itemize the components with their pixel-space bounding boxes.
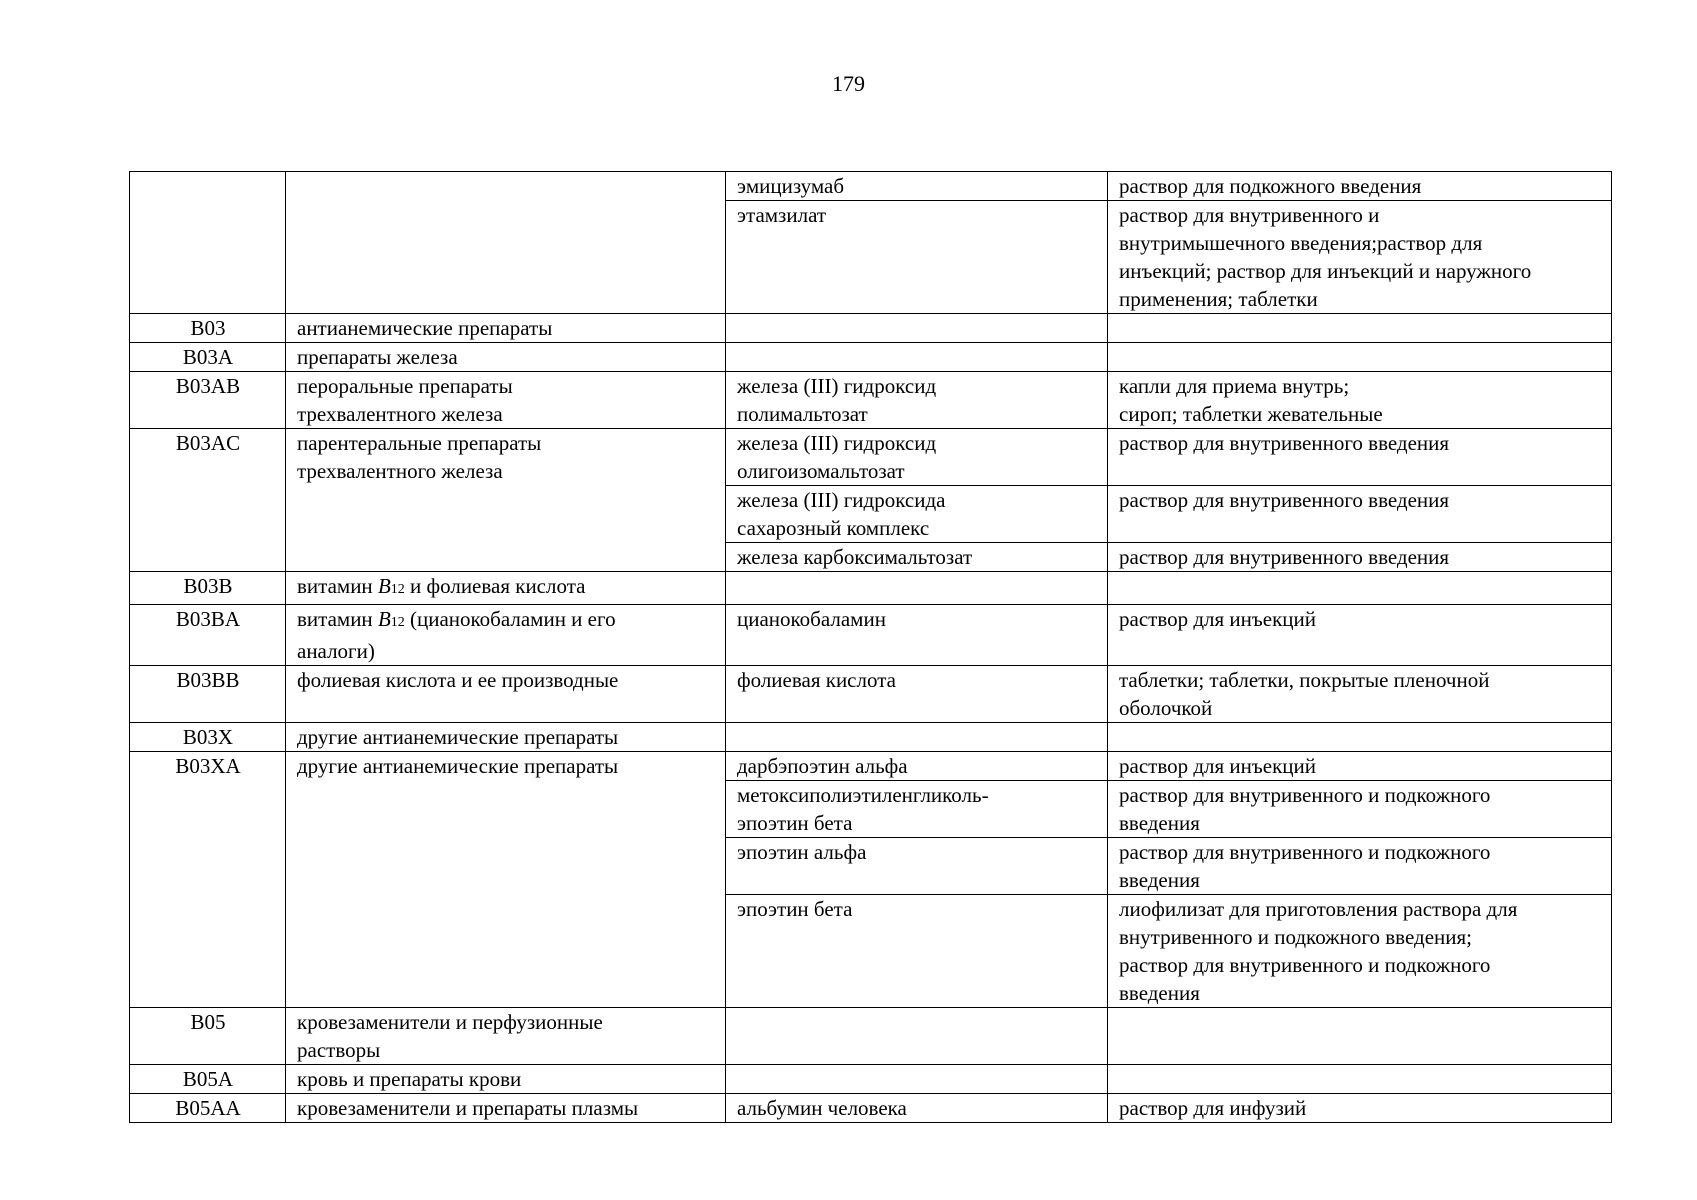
vitamin-letter: B bbox=[377, 574, 391, 598]
drug-cell bbox=[726, 1065, 1108, 1094]
drug-cell bbox=[726, 572, 1108, 605]
form-cell: раствор для внутривенного введения bbox=[1108, 486, 1612, 543]
drug-cell bbox=[726, 1008, 1108, 1065]
page-number: 179 bbox=[832, 71, 865, 96]
form-cell bbox=[1108, 723, 1612, 752]
drug-cell: фолиевая кислота bbox=[726, 666, 1108, 723]
form-cell: раствор для внутривенного введения bbox=[1108, 543, 1612, 572]
form-cell bbox=[1108, 343, 1612, 372]
vitamin-letter: B bbox=[377, 607, 391, 631]
group-text-prefix: витамин bbox=[297, 574, 378, 598]
vitamin-subscript: 12 bbox=[390, 615, 405, 630]
form-cell: раствор для инъекций bbox=[1108, 605, 1612, 666]
atc-code-cell: B03BB bbox=[130, 666, 286, 723]
atc-code-cell: B03 bbox=[130, 314, 286, 343]
atc-code-cell: B03BA bbox=[130, 605, 286, 666]
form-cell bbox=[1108, 1008, 1612, 1065]
form-cell: раствор для подкожного введения bbox=[1108, 172, 1612, 201]
atc-code-cell: B03AC bbox=[130, 429, 286, 572]
group-cell: кровь и препараты крови bbox=[286, 1065, 726, 1094]
drug-cell: железа карбоксимальтозат bbox=[726, 543, 1108, 572]
group-text-suffix: (цианокобаламин и его аналоги) bbox=[297, 607, 616, 663]
group-text-suffix: и фолиевая кислота bbox=[404, 574, 586, 598]
drug-cell bbox=[726, 723, 1108, 752]
table-row bbox=[130, 752, 1612, 781]
table-row bbox=[130, 666, 1612, 723]
form-cell: раствор для инфузий bbox=[1108, 1094, 1612, 1123]
group-cell: фолиевая кислота и ее производные bbox=[286, 666, 726, 723]
table-row bbox=[130, 1065, 1612, 1094]
form-cell: таблетки; таблетки, покрытые пленочной оболочкой bbox=[1108, 666, 1612, 723]
atc-code-cell bbox=[130, 172, 286, 314]
table-row bbox=[130, 723, 1612, 752]
drug-cell: железа (III) гидроксида сахарозный комплекс bbox=[726, 486, 1108, 543]
group-cell: кровезаменители и препараты плазмы bbox=[286, 1094, 726, 1123]
table-row bbox=[130, 314, 1612, 343]
table-row bbox=[130, 172, 1612, 201]
drug-cell: железа (III) гидроксид олигоизомальтозат bbox=[726, 429, 1108, 486]
group-cell: пероральные препараты трехвалентного железа bbox=[286, 372, 726, 429]
group-cell: парентеральные препараты трехвалентного железа bbox=[286, 429, 726, 572]
table-row bbox=[130, 1094, 1612, 1123]
form-cell: раствор для внутривенного и внутримышечного введения;раствор для инъекций; раствор для инъекций и наружного применения; таблетки bbox=[1108, 201, 1612, 314]
form-cell: капли для приема внутрь; сироп; таблетки жевательные bbox=[1108, 372, 1612, 429]
table-row bbox=[130, 572, 1612, 605]
atc-code-cell: B05AA bbox=[130, 1094, 286, 1123]
table-row bbox=[130, 372, 1612, 429]
drug-cell: дарбэпоэтин альфа bbox=[726, 752, 1108, 781]
form-cell: лиофилизат для приготовления раствора для внутривенного и подкожного введения; раствор для внутривенного и подкожного введения bbox=[1108, 895, 1612, 1008]
group-cell bbox=[286, 572, 726, 605]
atc-code-cell: B03B bbox=[130, 572, 286, 605]
vitamin-subscript: 12 bbox=[390, 582, 405, 597]
drug-cell: железа (III) гидроксид полимальтозат bbox=[726, 372, 1108, 429]
drug-cell bbox=[726, 343, 1108, 372]
table-row bbox=[130, 605, 1612, 666]
form-cell: раствор для внутривенного введения bbox=[1108, 429, 1612, 486]
group-cell bbox=[286, 172, 726, 314]
form-cell bbox=[1108, 572, 1612, 605]
table-row bbox=[130, 429, 1612, 486]
atc-code-cell: B03XA bbox=[130, 752, 286, 1008]
drug-cell: эмицизумаб bbox=[726, 172, 1108, 201]
drug-cell: эпоэтин бета bbox=[726, 895, 1108, 1008]
table-row bbox=[130, 1008, 1612, 1065]
atc-code-cell: B05 bbox=[130, 1008, 286, 1065]
drug-table bbox=[129, 171, 1612, 1123]
group-cell: другие антианемические препараты bbox=[286, 752, 726, 1008]
drug-cell: этамзилат bbox=[726, 201, 1108, 314]
drug-cell: альбумин человека bbox=[726, 1094, 1108, 1123]
group-cell: кровезаменители и перфузионные растворы bbox=[286, 1008, 726, 1065]
form-cell bbox=[1108, 1065, 1612, 1094]
atc-code-cell: B03AB bbox=[130, 372, 286, 429]
atc-code-cell: B03A bbox=[130, 343, 286, 372]
drug-cell: эпоэтин альфа bbox=[726, 838, 1108, 895]
group-cell bbox=[286, 605, 726, 666]
drug-cell: метоксиполиэтиленгликоль- эпоэтин бета bbox=[726, 781, 1108, 838]
group-cell: препараты железа bbox=[286, 343, 726, 372]
group-cell: другие антианемические препараты bbox=[286, 723, 726, 752]
form-cell: раствор для внутривенного и подкожного введения bbox=[1108, 781, 1612, 838]
form-cell: раствор для инъекций bbox=[1108, 752, 1612, 781]
group-text-prefix: витамин bbox=[297, 607, 378, 631]
form-cell: раствор для внутривенного и подкожного введения bbox=[1108, 838, 1612, 895]
atc-code-cell: B03X bbox=[130, 723, 286, 752]
table-row bbox=[130, 343, 1612, 372]
drug-cell bbox=[726, 314, 1108, 343]
drug-cell: цианокобаламин bbox=[726, 605, 1108, 666]
form-cell bbox=[1108, 314, 1612, 343]
group-cell: антианемические препараты bbox=[286, 314, 726, 343]
atc-code-cell: B05A bbox=[130, 1065, 286, 1094]
